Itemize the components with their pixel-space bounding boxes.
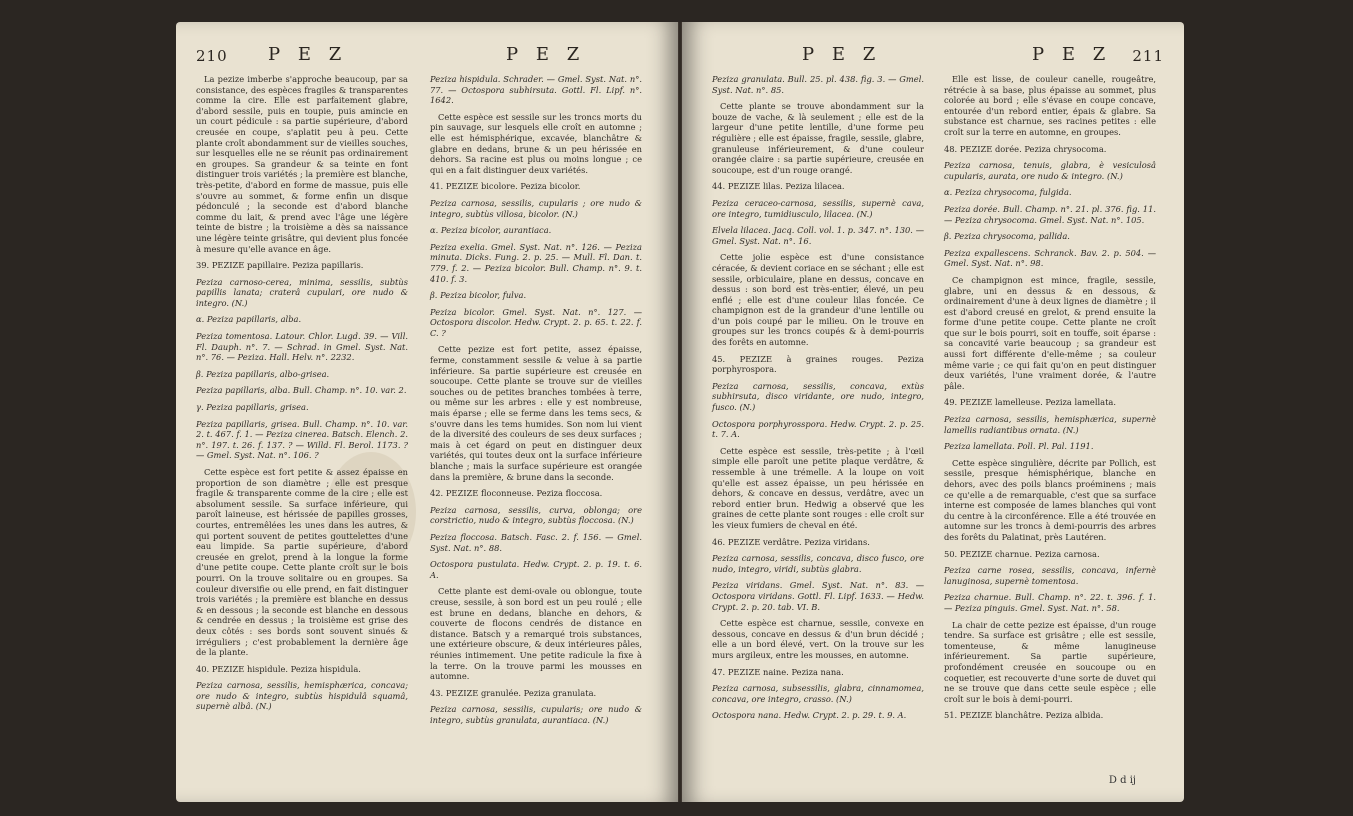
paragraph: Cette espèce singulière, décrite par Pollich, est sessile, presque hémisphérique, blanche en dehors, avec des poils blancs proéminens ; mais ce qu'elle a de remarquable, c'est que sa surface interne est composée de lames blanches qui vont du centre à la circonférence. Elle a été trouvée en automne sur les troncs à demi-pourris des arbres des forêts du Palatinat, près Lautéren. xyxy=(944,457,1156,542)
right-page xyxy=(682,22,1184,802)
diagnosis: Peziza carnosa, tenuis, glabra, è vesiculosâ cupularis, aurata, ore nudo & integro. (N.) xyxy=(944,160,1156,181)
paragraph: Cette pezize est fort petite, assez épaisse, ferme, constamment sessile & velue à sa partie inférieure. Sa partie supérieure est creusée en soucoupe. Cette plante se trouve sur de vieilles souches ou de petites branches tombées à terre, ou même sur les arbres : elle y est nombreuse, mais éparse ; elle se ferme dans les tems secs, & s'ouvre dans les tems humides. Son nom lui vient de la diversité des couleurs de ses deux surfaces ; mais à cet égard on peut en distinguer deux variétés, qui toutes deux ont la surface inférieure blanche ; mais la surface supérieure est orangée dans la première, & brune dans la seconde. xyxy=(430,344,642,482)
variety: α. Peziza chrysocoma, fulgida. xyxy=(944,187,1072,198)
entry-heading: 40. PEZIZE hispidule. Peziza hispidula. xyxy=(196,663,361,674)
synonymy: Peziza viridans. Gmel. Syst. Nat. n°. 83. — Octospora viridans. Gottl. Fl. Lipf. 1633. — Hedw. Crypt. 2. p. 20. tab. VI. B. xyxy=(712,580,924,612)
left-column-2 xyxy=(430,74,642,731)
entry-heading: 41. PEZIZE bicolore. Peziza bicolor. xyxy=(430,181,581,192)
diagnosis: Peziza carnosa, sessilis, cupularis; ore nudo & integro, subtùs granulata, aurantiaca. (N.) xyxy=(430,704,642,725)
variety: α. Peziza bicolor, aurantiaca. xyxy=(430,225,552,236)
variety: α. Peziza papillaris, alba. xyxy=(196,314,302,325)
synonymy: Octospora nana. Hedw. Crypt. 2. p. 29. t. 9. A. xyxy=(712,710,907,721)
synonymy: Octospora pustulata. Hedw. Crypt. 2. p. 19. t. 6. A. xyxy=(430,559,642,580)
synonymy: Peziza expallescens. Schranck. Bav. 2. p. 504. — Gmel. Syst. Nat. n°. 98. xyxy=(944,247,1156,269)
running-head-right: P E Z xyxy=(506,44,586,65)
paragraph: Cette plante est demi-ovale ou oblongue, toute creuse, sessile, à son bord est un peu roulé ; elle est brune en dedans, blanche en dehors, & couverte de flocons cendrés de distance en distance. Batsch y a remarqué trois substances, une extérieure obscure, & deux intérieures pâles, réunies intimement. Une petite radicule la fixe à la terre. On la trouve parmi les mousses en automne. xyxy=(430,586,642,682)
variety: γ. Peziza papillaris, grisea. xyxy=(196,402,309,413)
variety: β. Peziza bicolor, fulva. xyxy=(430,290,527,301)
diagnosis: Peziza carnosa, sessilis, hemisphærica, concava; ore nudo & integro, subtùs hispidulâ squamâ, supernè albâ. (N.) xyxy=(196,680,408,712)
entry-heading: 51. PEZIZE blanchâtre. Peziza albida. xyxy=(944,710,1104,721)
paragraph: Cette espèce est fort petite & assez épaisse en proportion de son diamètre ; elle est presque fragile & transparente comme de la cire ; elle est absolument sessile. Sa surface inférieure, qui paroît laineuse, est hérissée de papilles grosses, courtes, entremêlées les unes dans les autres, & qui portent souvent de petites gouttelettes d'une eau limpide. Sa partie supérieure, d'abord creusée en grelot, prend à la longue la forme d'une petite coupe. Cette plante croît sur le bois pourri. On la trouve solitaire ou en groupes. Sa couleur diversifie ou elle prend, en fait distinguer trois variétés ; la première est blanche en dessus & en dessous ; la seconde est blanche en dessous & cendrée en dessus ; la troisième est grise des deux côtés : ses bords sont souvent sinués & irréguliers ; c'est probablement la dernière âge de la plante. xyxy=(196,467,408,658)
entry-heading: 44. PEZIZE lilas. Peziza lilacea. xyxy=(712,181,845,192)
entry-heading: 45. PEZIZE à graines rouges. Peziza porphyrospora. xyxy=(712,353,924,375)
entry-heading: 50. PEZIZE charnue. Peziza carnosa. xyxy=(944,548,1100,559)
page-number: 210 xyxy=(196,47,228,65)
synonymy: Peziza hispidula. Schrader. — Gmel. Syst. Nat. n°. 77. — Octospora subhirsuta. Gottl. Fl. Lipf. n°. 1642. xyxy=(430,74,642,106)
variety: β. Peziza papillaris, albo-grisea. xyxy=(196,368,330,379)
entry-heading: 46. PEZIZE verdâtre. Peziza viridans. xyxy=(712,536,870,547)
entry-heading: 39. PEZIZE papillaire. Peziza papillaris. xyxy=(196,260,364,271)
diagnosis: Peziza carnosa, sessilis, cupularis ; ore nudo & integro, subtùs villosa, bicolor. (N.) xyxy=(430,197,642,219)
diagnosis: Peziza carne rosea, sessilis, concava, infernè lanuginosa, supernè tomentosa. xyxy=(944,565,1156,586)
entry-heading: 43. PEZIZE granulée. Peziza granulata. xyxy=(430,687,597,698)
left-page xyxy=(176,22,678,802)
entry-heading: 49. PEZIZE lamelleuse. Peziza lamellata. xyxy=(944,397,1117,408)
synonymy: Peziza papillaris, alba. Bull. Champ. n°. 10. var. 2. xyxy=(196,385,407,396)
running-head: P E Z xyxy=(268,44,348,65)
variety: β. Peziza chrysocoma, pallida. xyxy=(944,231,1070,242)
diagnosis: Peziza carnosa, sessilis, curva, oblonga; ore corstrictio, nudo & integro, subtùs floccosa. (N.) xyxy=(430,504,642,526)
diagnosis: Peziza carnosa, sessilis, hemisphærica, supernè lamellis radiantibus ornata. (N.) xyxy=(944,414,1156,435)
synonymy: Peziza charnue. Bull. Champ. n°. 22. t. 396. f. 1. — Peziza pinguis. Gmel. Syst. Nat. n°. 58. xyxy=(944,592,1156,613)
entry-heading: 47. PEZIZE naine. Peziza nana. xyxy=(712,666,844,677)
synonymy: Peziza papillaris, grisea. Bull. Champ. n°. 10. var. 2. t. 467. f. 1. — Peziza cinerea. Batsch. Elench. 2. n°. 197. t. 26. f. 137. ? — Willd. Fl. Berol. 1173. ? — Gmel. Syst. Nat. n°. 106. ? xyxy=(196,418,408,461)
synonymy: Elvela lilacea. Jacq. Coll. vol. 1. p. 347. n°. 130. — Gmel. Syst. Nat. n°. 16. xyxy=(712,225,924,246)
paragraph: Elle est lisse, de couleur canelle, rougeâtre, rétrécie à sa base, plus épaisse au sommet, plus colorée au bord ; elle s'évase en coupe concave, entourée d'un rebord entier, épais & glabre. Sa substance est charnue, ses racines petites : elle croît sur la terre en automne, en groupes. xyxy=(944,74,1156,137)
diagnosis: Peziza carnosa, sessilis, concava, extùs subhirsuta, disco viridante, ore nudo, integro, fusco. (N.) xyxy=(712,380,924,413)
entry-heading: 48. PEZIZE dorée. Peziza chrysocoma. xyxy=(944,143,1107,154)
synonymy: Peziza exelia. Gmel. Syst. Nat. n°. 126. — Peziza minuta. Dicks. Fung. 2. p. 25. — Mull. Fl. Dan. t. 779. f. 2. — Peziza bicolor. Bull. Champ. n°. 9. t. 410. f. 3. xyxy=(430,241,642,284)
left-column-1 xyxy=(196,74,408,718)
synonymy: Peziza dorée. Bull. Champ. n°. 21. pl. 376. fig. 11. — Peziza chrysocoma. Gmel. Syst. Nat. n°. 105. xyxy=(944,203,1156,225)
diagnosis: Peziza carnosa, subsessilis, glabra, cinnamomea, concava, ore integro, crasso. (N.) xyxy=(712,683,924,704)
paragraph: Ce champignon est mince, fragile, sessile, glabre, uni en dessus & en dessous, & ordinairement d'une à deux lignes de diamètre ; il est d'abord creusé en grelot, & prend ensuite la forme d'une petite coupe. Cette plante ne croît que sur le bois pourri, soit en touffe, soit éparse : sa concavité varie beaucoup ; sa grandeur est aussi fort différente d'elle-même ; sa couleur même varie ; ce qui fait qu'on en peut distinguer deux variétés, l'une vraiment dorée, & l'autre pâle. xyxy=(944,274,1156,391)
entry-heading: 42. PEZIZE floconneuse. Peziza floccosa. xyxy=(430,488,603,499)
paragraph: La pezize imberbe s'approche beaucoup, par sa consistance, des espèces fragiles & transparentes comme la cire. Elle est parfaitement glabre, d'abord sessile, puis en toupie, puis amincie en un court pédicule : sa partie supérieure, d'abord creusée en coupe, s'aplatit peu à peu. Cette plante croît abondamment sur de vieilles souches, sur lesquelles elle ne se réunit pas ordinairement en groupes. Sa grandeur & sa teinte en font distinguer trois variétés ; la première est blanche, très-petite, d'abord en forme de massue, puis elle s'ouvre au sommet, & forme enfin un disque pédonculé ; la seconde est d'abord blanche comme du lait, & prend avec l'âge une légère teinte de bistre ; la troisième a dès sa naissance une légère teinte grisâtre, qui devient plus foncée à mesure qu'elle avance en âge. xyxy=(196,74,408,254)
synonymy: Peziza granulata. Bull. 25. pl. 438. fig. 3. — Gmel. Syst. Nat. n°. 85. xyxy=(712,74,924,95)
running-head: P E Z xyxy=(802,44,882,65)
right-column-2 xyxy=(944,74,1156,727)
signature-mark: D d ij xyxy=(1108,775,1136,786)
paragraph: Cette espèce est sessile, très-petite ; à l'œil simple elle paroît une petite plaque verdâtre, & ressemble à une trémelle. A la loupe on voit qu'elle est assez épaisse, un peu hérissée en dehors, & concave en dessus, verdâtre, avec un rebord entier brun. Hedwig a observé que les graines de cette plante sont rouges : elle croît sur les vieux fumiers de cheval en été. xyxy=(712,445,924,530)
synonymy: Peziza bicolor. Gmel. Syst. Nat. n°. 127. — Octospora discolor. Hedw. Crypt. 2. p. 65. t. 22. f. C. ? xyxy=(430,306,642,338)
synonymy: Octospora porphyrosspora. Hedw. Crypt. 2. p. 25. t. 7. A. xyxy=(712,418,924,440)
paragraph: La chair de cette pezize est épaisse, d'un rouge tendre. Sa surface est grisâtre ; elle est sessile, tomenteuse, & même lanugineuse inférieurement. Sa partie supérieure, profondément creusée en soucoupe ou en coquetier, est recouverte d'une sorte de duvet qui ne se trouve que dans cette seule espèce ; elle croît sur le bois à demi-pourri. xyxy=(944,619,1156,704)
page-number: 211 xyxy=(1132,47,1164,65)
synonymy: Peziza floccosa. Batsch. Fasc. 2. f. 156. — Gmel. Syst. Nat. n°. 88. xyxy=(430,531,642,553)
diagnosis: Peziza carnoso-cerea, minima, sessilis, subtùs papillis lanata; craterâ cupulari, ore nudo & integro. (N.) xyxy=(196,276,408,308)
paragraph: Cette jolie espèce est d'une consistance céracée, & devient coriace en se séchant ; elle est sessile, orbiculaire, plane en dessus, concave en dessus : son bord est très-entier, élevé, un peu enflé ; elle est d'une couleur lilas foncée. Ce champignon est de la grandeur d'une lentille ou d'un pois coupé par le milieu. On le trouve en groupes sur les troncs coupés & à demi-pourris des forêts en automne. xyxy=(712,252,924,348)
paragraph: Cette espèce est charnue, sessile, convexe en dessous, concave en dessus & d'un brun décidé ; elle a un bord élevé, vert. On la trouve sur les murs argileux, entre les mousses, en automne. xyxy=(712,618,924,660)
diagnosis: Peziza ceraceo-carnosa, sessilis, supernè cava, ore integro, tumidiusculo, lilacea. (N.) xyxy=(712,197,924,219)
synonymy: Peziza tomentosa. Latour. Chlor. Lugd. 39. — Vill. Fl. Dauph. n°. 7. — Schrad. in Gmel. Syst. Nat. n°. 76. — Peziza. Hall. Helv. n°. 2232. xyxy=(196,331,408,363)
left-page-header xyxy=(196,44,658,66)
paragraph: Cette espèce est sessile sur les troncs morts du pin sauvage, sur lesquels elle croît en automne ; elle est hémisphérique, excavée, blanchâtre & glabre en dedans, brune & un peu hérissée en dehors. Sa racine est plus ou moins longue ; ce qui en a fait distinguer deux variétés. xyxy=(430,111,642,175)
diagnosis: Peziza carnosa, sessilis, concava, disco fusco, ore nudo, integro, viridi, subtùs glabra. xyxy=(712,553,924,574)
synonymy: Peziza lamellata. Poll. Pl. Pal. 1191. xyxy=(944,441,1094,452)
running-head-right: P E Z xyxy=(1032,44,1112,65)
right-column-1 xyxy=(712,74,924,727)
paragraph: Cette plante se trouve abondamment sur la bouze de vache, & là seulement ; elle est de la largeur d'une petite lentille, d'une forme peu régulière ; elle est épaisse, fragile, sessile, glabre, granuleuse inférieurement, & d'une couleur orangée claire : sa partie supérieure, creusée en soucoupe, est d'un rouge orangé. xyxy=(712,101,924,175)
right-page-header xyxy=(702,44,1164,66)
